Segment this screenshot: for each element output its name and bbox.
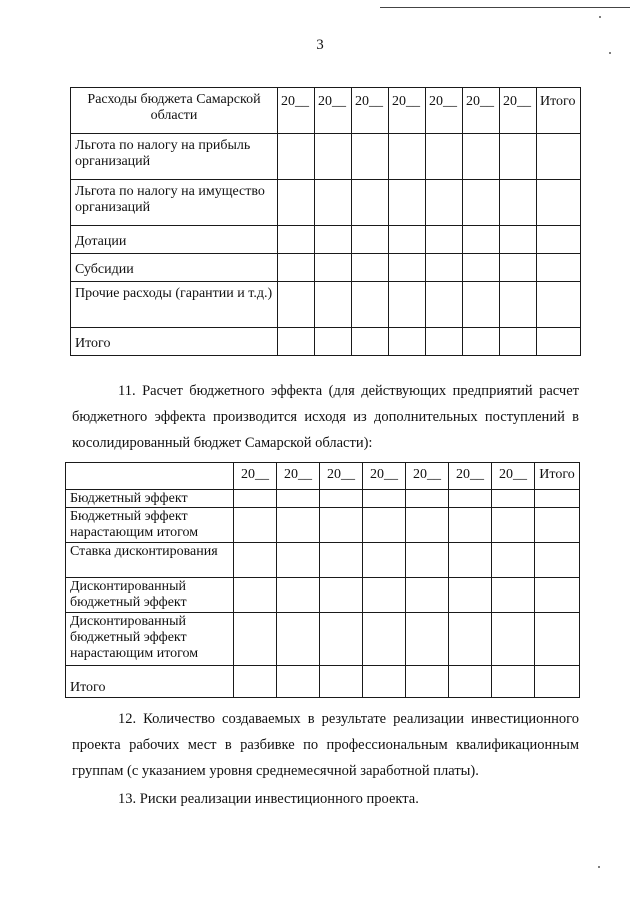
year-header: 20__ (363, 463, 406, 490)
row-label: Прочие расходы (гарантии и т.д.) (71, 282, 278, 328)
year-header: 20__ (320, 463, 363, 490)
year-header: 20__ (278, 88, 315, 134)
row-label: Дисконтированный бюджетный эффект нарастающим итогом (66, 613, 234, 666)
year-header: 20__ (277, 463, 320, 490)
row-label: Бюджетный эффект (66, 490, 234, 508)
total-header: Итого (537, 88, 581, 134)
total-header: Итого (535, 463, 580, 490)
section-12-text: 12. Количество создаваемых в результате реализации инвестиционного проекта рабочих мест в разбивке по профессиональным квалификационным группам (с указанием уровня среднемесячной заработной платы). (72, 711, 579, 779)
row-label: Дисконтированный бюджетный эффект (66, 578, 234, 613)
budget-effect-table (65, 462, 580, 698)
top-scan-rule (380, 7, 630, 8)
table-row (71, 180, 581, 226)
header-expenses-label: Расходы бюджета Самарской области (71, 88, 278, 134)
row-header-empty (66, 463, 234, 490)
row-label: Бюджетный эффект нарастающим итогом (66, 508, 234, 543)
table-row (71, 226, 581, 254)
table-row (71, 282, 581, 328)
row-label: Ставка дисконтирования (66, 543, 234, 578)
table-row (66, 543, 580, 578)
table-row (66, 490, 580, 508)
page-number: 3 (316, 37, 324, 53)
year-header: 20__ (389, 88, 426, 134)
table-row (71, 254, 581, 282)
year-header: 20__ (492, 463, 535, 490)
row-label: Итого (66, 666, 234, 698)
year-header: 20__ (449, 463, 492, 490)
table-row (66, 666, 580, 698)
table-header-row (66, 463, 580, 490)
scan-speck (599, 16, 601, 18)
row-label: Льгота по налогу на прибыль организаций (71, 134, 278, 180)
year-header: 20__ (463, 88, 500, 134)
row-label: Льгота по налогу на имущество организаций (71, 180, 278, 226)
row-label: Дотации (71, 226, 278, 254)
table-row (66, 613, 580, 666)
year-header: 20__ (406, 463, 449, 490)
scan-speck (598, 866, 600, 868)
table-row (71, 134, 581, 180)
section-11-text: 11. Расчет бюджетного эффекта (для действующих предприятий расчет бюджетного эффекта производится исходя из дополнительных поступлений в косолидированный бюджет Самарской области): (72, 383, 579, 451)
year-header: 20__ (426, 88, 463, 134)
table-header-row (71, 88, 581, 134)
section-13-text: 13. Риски реализации инвестиционного проекта. (118, 791, 419, 807)
year-header: 20__ (500, 88, 537, 134)
year-header: 20__ (352, 88, 389, 134)
year-header: 20__ (315, 88, 352, 134)
table-row (66, 508, 580, 543)
table-row (71, 328, 581, 356)
year-header: 20__ (234, 463, 277, 490)
row-label: Итого (71, 328, 278, 356)
budget-expenses-table (70, 87, 581, 356)
row-label: Субсидии (71, 254, 278, 282)
table-row (66, 578, 580, 613)
